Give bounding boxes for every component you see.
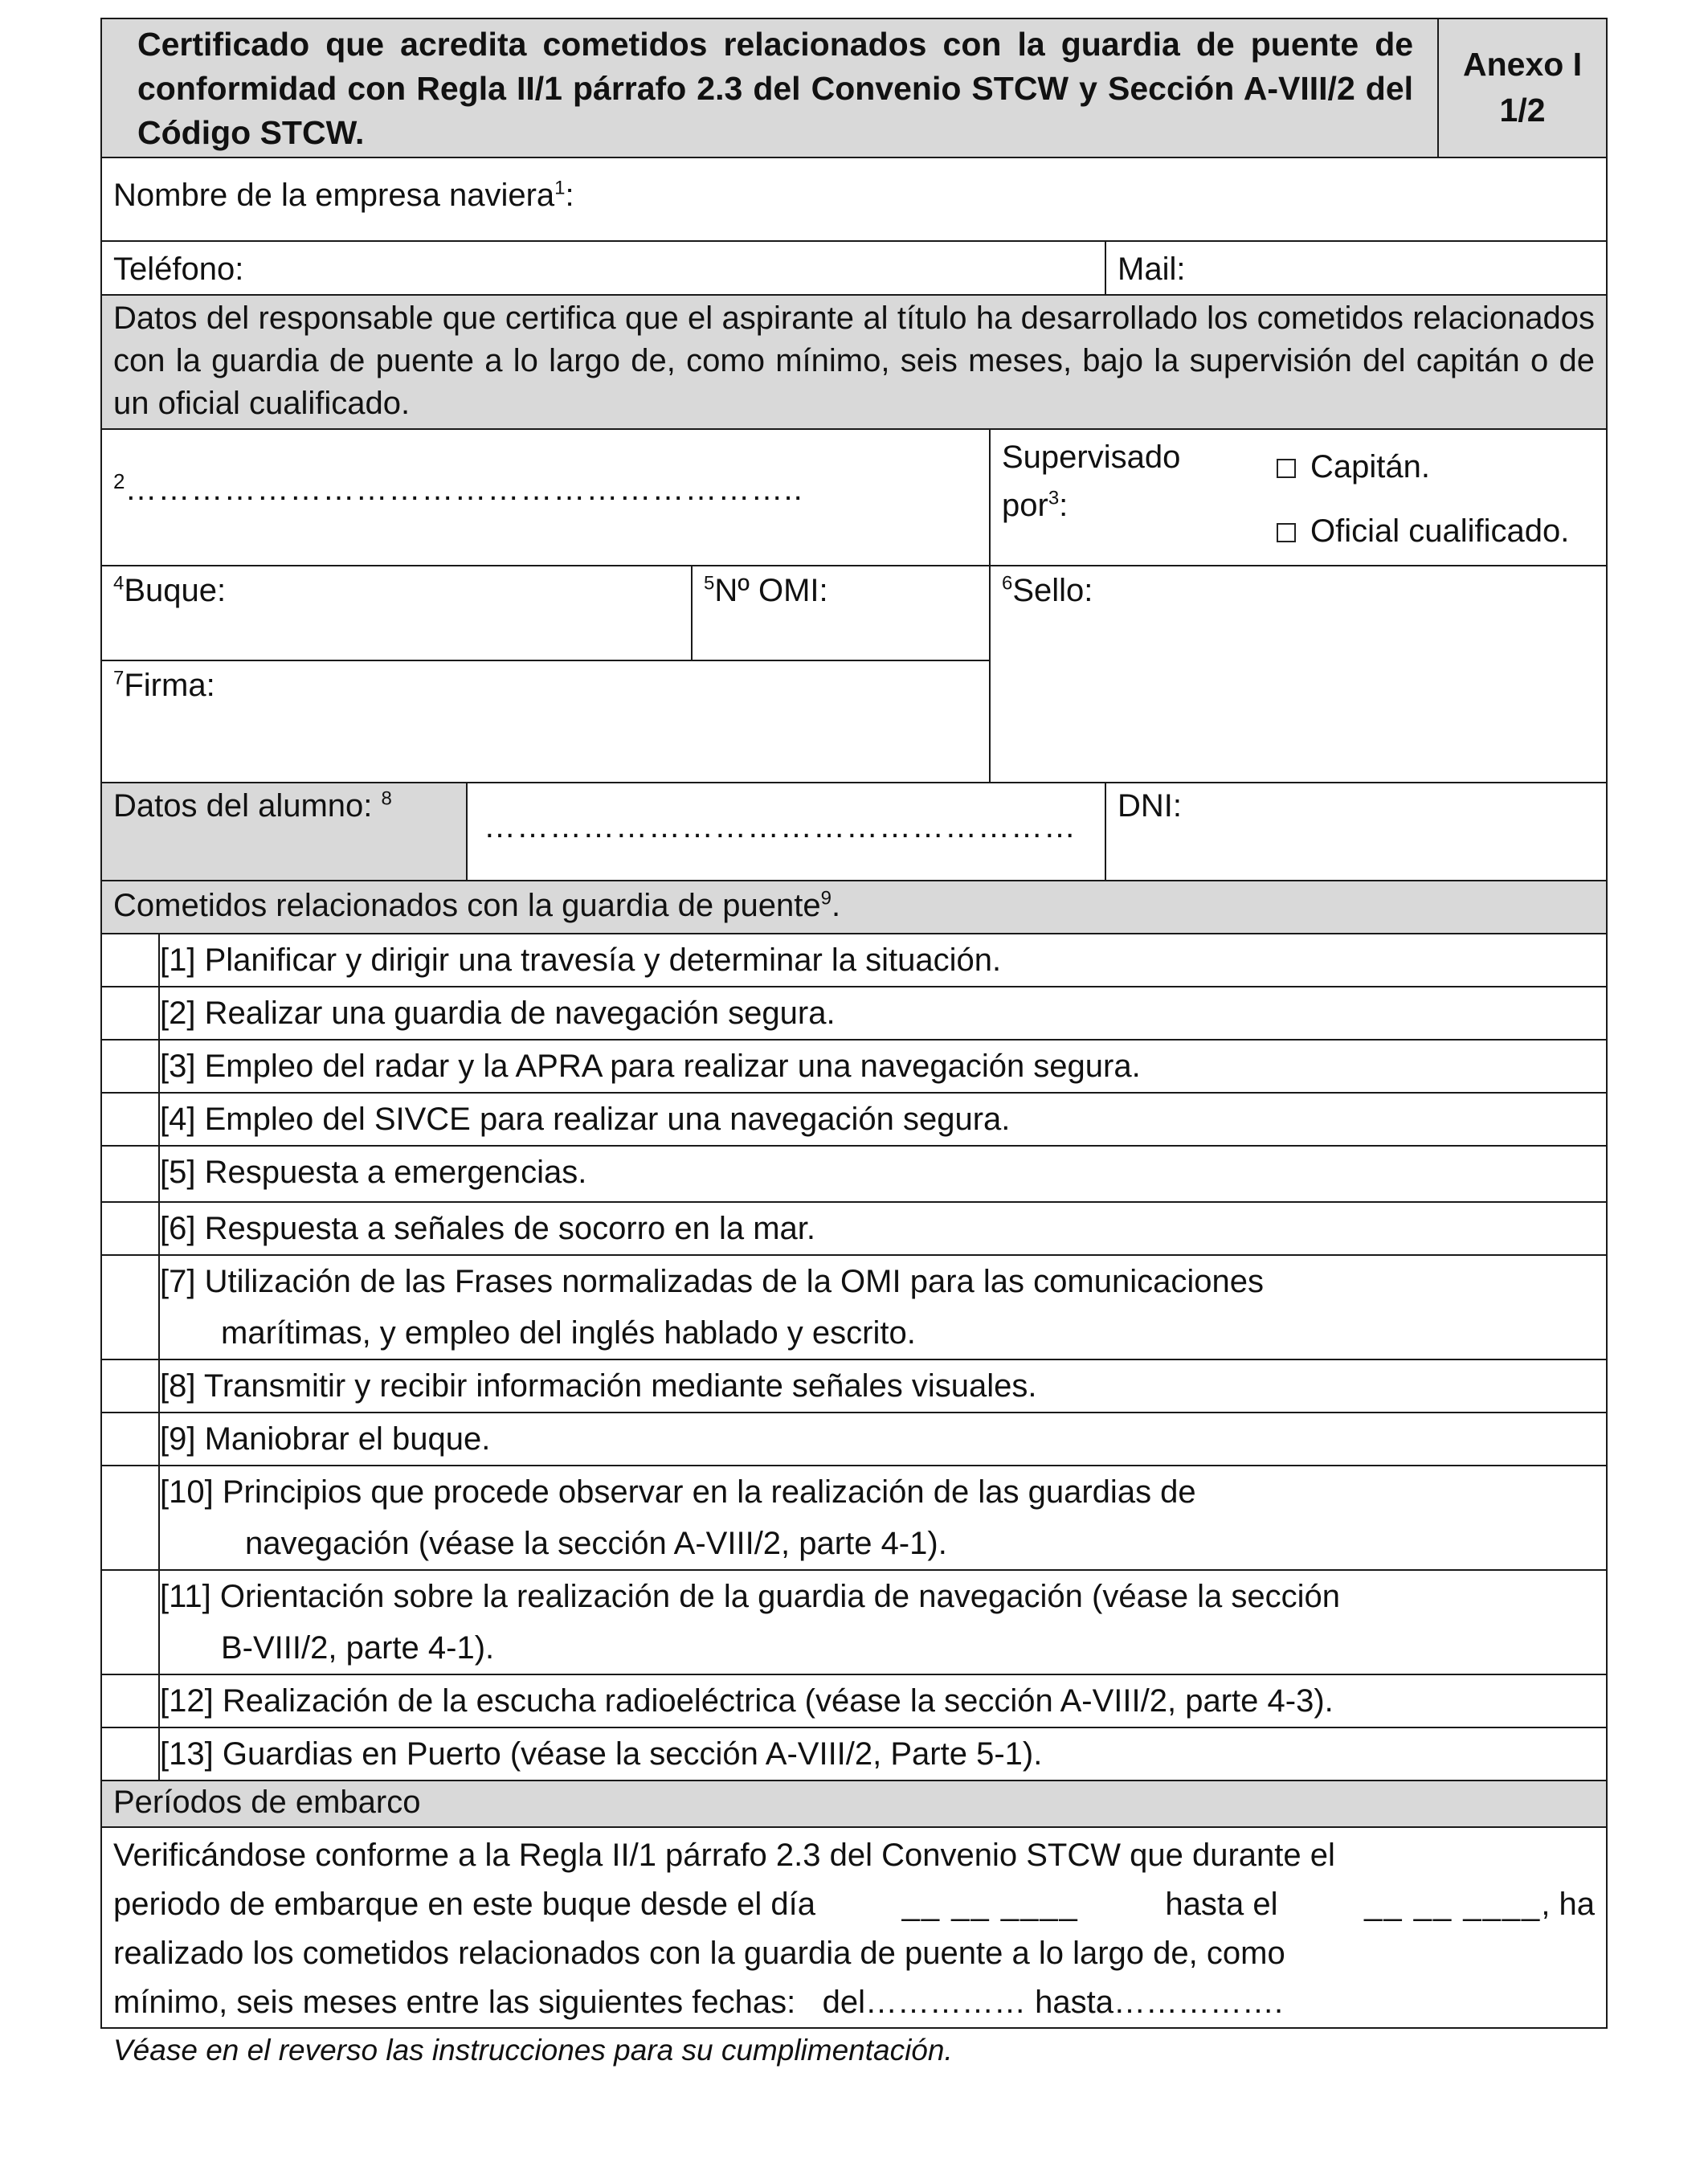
duty-row — [101, 1040, 1607, 1093]
footnote-ref-1: 1 — [554, 177, 566, 199]
captain-checkbox[interactable] — [1277, 459, 1296, 478]
option-captain-label: Capitán. — [1310, 449, 1430, 484]
periods-dates-label: mínimo, seis meses entre las siguientes fechas: — [113, 1985, 796, 2020]
duty-item-9 — [159, 1413, 1607, 1466]
supervisor-options — [1277, 451, 1569, 547]
supervised-by-label — [1002, 433, 1180, 529]
student-name-dots: ……………………………………………… — [484, 809, 1077, 844]
duty-item-8 — [159, 1359, 1607, 1413]
duty-text: [10] Principios que procede observar en la realización de las guardias de — [160, 1474, 1196, 1510]
footnote-ref-2: 2 — [113, 469, 125, 493]
duty-checkbox-12[interactable] — [101, 1674, 159, 1727]
duty-text: [12] Realización de la escucha radioeléctrica (véase la sección A-VIII/2, parte 4-3). — [160, 1683, 1334, 1719]
periods-line-2-end: , ha — [1541, 1887, 1596, 1922]
duty-item-3 — [159, 1040, 1607, 1093]
periods-line-2 — [113, 1880, 1595, 1929]
annex-cell — [1438, 18, 1607, 157]
duty-text: [7] Utilización de las Frases normalizadas de la OMI para las comunicaciones — [160, 1264, 1264, 1299]
date-from-field[interactable]: __ __ ____ — [901, 1887, 1079, 1922]
supervised-label-line-2 — [1002, 481, 1180, 529]
signature-field[interactable] — [101, 660, 990, 783]
footnote-ref-4: 4 — [113, 572, 125, 595]
periods-to-label: hasta el — [1165, 1887, 1278, 1922]
reverse-instructions-note: Véase en el reverso las instrucciones para su cumplimentación. — [113, 2034, 953, 2067]
duty-item-13 — [159, 1727, 1607, 1781]
qualified-officer-checkbox[interactable] — [1277, 523, 1296, 542]
duty-row — [101, 1727, 1607, 1781]
periods-dates-fields[interactable]: del…………… hasta……………. — [822, 1985, 1284, 2020]
duty-checkbox-11[interactable] — [101, 1570, 159, 1674]
duty-checkbox-4[interactable] — [101, 1093, 159, 1146]
duty-row — [101, 1674, 1607, 1727]
duty-row — [101, 1202, 1607, 1255]
duty-item-2 — [159, 987, 1607, 1040]
periods-line-3: realizado los cometidos relacionados con la guardia de puente a lo largo de, como — [113, 1936, 1285, 1971]
supervised-label-line-1: Supervisado — [1002, 440, 1181, 475]
boarding-periods-heading-cell — [101, 1781, 1607, 1827]
annex-label: Anexo I — [1463, 46, 1583, 83]
duty-item-4 — [159, 1093, 1607, 1146]
responsible-description-cell — [101, 295, 1607, 429]
footnote-ref-8: 8 — [381, 787, 392, 810]
student-data-label-cell — [101, 783, 467, 881]
duty-item-10 — [159, 1466, 1607, 1570]
duty-text: [11] Orientación sobre la realización de la guardia de navegación (véase la sección — [160, 1579, 1341, 1614]
boarding-periods-heading: Períodos de embarco — [113, 1785, 421, 1820]
duty-item-12 — [159, 1674, 1607, 1727]
phone-label: Teléfono: — [113, 251, 244, 287]
option-qualified-officer[interactable] — [1277, 515, 1569, 547]
duty-row — [101, 1093, 1607, 1146]
duty-checkbox-1[interactable] — [101, 934, 159, 987]
duties-heading: Cometidos relacionados con la guardia de puente — [113, 888, 821, 923]
seal-label: Sello: — [1012, 573, 1093, 608]
student-name-field[interactable] — [467, 783, 1105, 881]
duty-text: [6] Respuesta a señales de socorro en la mar. — [160, 1211, 816, 1246]
duty-checkbox-3[interactable] — [101, 1040, 159, 1093]
duty-checkbox-2[interactable] — [101, 987, 159, 1040]
option-captain[interactable] — [1277, 451, 1569, 483]
company-name-field[interactable] — [101, 157, 1607, 241]
certificate-title: Certificado que acredita cometidos relacionados con la guardia de puente de conformidad con Regla II/1 párrafo 2.3 del Convenio STCW y Sección A-VIII/2 del Código STCW. — [137, 26, 1414, 151]
imo-number-label: Nº OMI: — [714, 573, 828, 608]
boarding-periods-statement — [101, 1827, 1607, 2028]
periods-from-label: periodo de embarque en este buque desde el día — [113, 1887, 816, 1922]
duty-row — [101, 1359, 1607, 1413]
duty-text: [2] Realizar una guardia de navegación segura. — [160, 996, 836, 1031]
ship-label: Buque: — [124, 573, 227, 608]
periods-line-4 — [113, 1978, 1595, 2027]
responsible-name-field[interactable] — [101, 429, 990, 566]
footnote-ref-9: 9 — [820, 887, 832, 910]
footnote-ref-7: 7 — [113, 667, 125, 689]
duty-text: [3] Empleo del radar y la APRA para realizar una navegación segura. — [160, 1049, 1141, 1084]
periods-line-1: Verificándose conforme a la Regla II/1 párrafo 2.3 del Convenio STCW que durante el — [113, 1838, 1335, 1873]
responsible-description: Datos del responsable que certifica que el aspirante al título ha desarrollado los cometidos relacionados con la guardia de puente a lo largo de, como mínimo, seis meses, bajo la supervisión del capitán o de un oficial cualificado. — [113, 301, 1596, 421]
duty-checkbox-13[interactable] — [101, 1727, 159, 1781]
duty-row — [101, 1570, 1607, 1674]
seal-field[interactable] — [990, 566, 1607, 783]
duty-text-continued: B-VIII/2, parte 4-1). — [221, 1630, 495, 1666]
duty-row — [101, 934, 1607, 987]
duty-row — [101, 1413, 1607, 1466]
duty-checkbox-7[interactable] — [101, 1255, 159, 1359]
duty-row — [101, 987, 1607, 1040]
company-name-colon: : — [565, 178, 574, 213]
duty-checkbox-5[interactable] — [101, 1146, 159, 1202]
duties-heading-period: . — [831, 888, 841, 923]
certificate-page — [100, 18, 1606, 2067]
duty-text: [5] Respuesta a emergencias. — [160, 1155, 587, 1190]
duty-text: [8] Transmitir y recibir información mediante señales visuales. — [160, 1368, 1037, 1404]
duty-item-6 — [159, 1202, 1607, 1255]
ship-field[interactable] — [101, 566, 692, 660]
duty-text: [13] Guardias en Puerto (véase la sección A-VIII/2, Parte 5-1). — [160, 1736, 1043, 1772]
company-name-label: Nombre de la empresa naviera — [113, 178, 555, 213]
date-to-field[interactable]: __ __ ____ — [1364, 1887, 1542, 1922]
duty-checkbox-6[interactable] — [101, 1202, 159, 1255]
duties-heading-cell — [101, 881, 1607, 934]
certificate-title-cell — [101, 18, 1438, 157]
annex-page: 1/2 — [1499, 92, 1546, 129]
responsible-name-dots: …………………………………………………….. — [125, 472, 803, 507]
duty-row — [101, 1146, 1607, 1202]
signature-label: Firma: — [124, 668, 215, 703]
mail-label: Mail: — [1118, 251, 1186, 287]
student-id-field[interactable] — [1105, 783, 1607, 881]
duty-item-1 — [159, 934, 1607, 987]
duty-checkbox-8[interactable] — [101, 1359, 159, 1413]
duty-text: [9] Maniobrar el buque. — [160, 1421, 491, 1457]
supervised-label-colon: : — [1059, 488, 1069, 523]
duty-text-continued: marítimas, y empleo del inglés hablado y escrito. — [221, 1315, 916, 1351]
option-qualified-officer-label: Oficial cualificado. — [1310, 513, 1570, 549]
footnote-ref-3: 3 — [1048, 487, 1060, 509]
supervised-label-por: por — [1002, 488, 1048, 523]
duty-text-continued: navegación (véase la sección A-VIII/2, parte 4-1). — [245, 1526, 947, 1561]
mail-field[interactable] — [1105, 241, 1607, 295]
duty-row — [101, 1466, 1607, 1570]
footnote-ref-6: 6 — [1002, 572, 1013, 595]
footnote-ref-5: 5 — [704, 572, 715, 595]
imo-number-field[interactable] — [692, 566, 990, 660]
duty-checkbox-9[interactable] — [101, 1413, 159, 1466]
student-id-label: DNI: — [1118, 788, 1182, 824]
duty-text: [4] Empleo del SIVCE para realizar una navegación segura. — [160, 1102, 1011, 1137]
duty-item-11 — [159, 1570, 1607, 1674]
duty-item-7 — [159, 1255, 1607, 1359]
duty-item-5 — [159, 1146, 1607, 1202]
duty-row — [101, 1255, 1607, 1359]
supervised-by-cell — [990, 429, 1607, 566]
duty-text: [1] Planificar y dirigir una travesía y determinar la situación. — [160, 942, 1002, 978]
certificate-form — [100, 18, 1608, 2029]
phone-field[interactable] — [101, 241, 1105, 295]
student-data-label: Datos del alumno: — [113, 788, 373, 824]
duty-checkbox-10[interactable] — [101, 1466, 159, 1570]
